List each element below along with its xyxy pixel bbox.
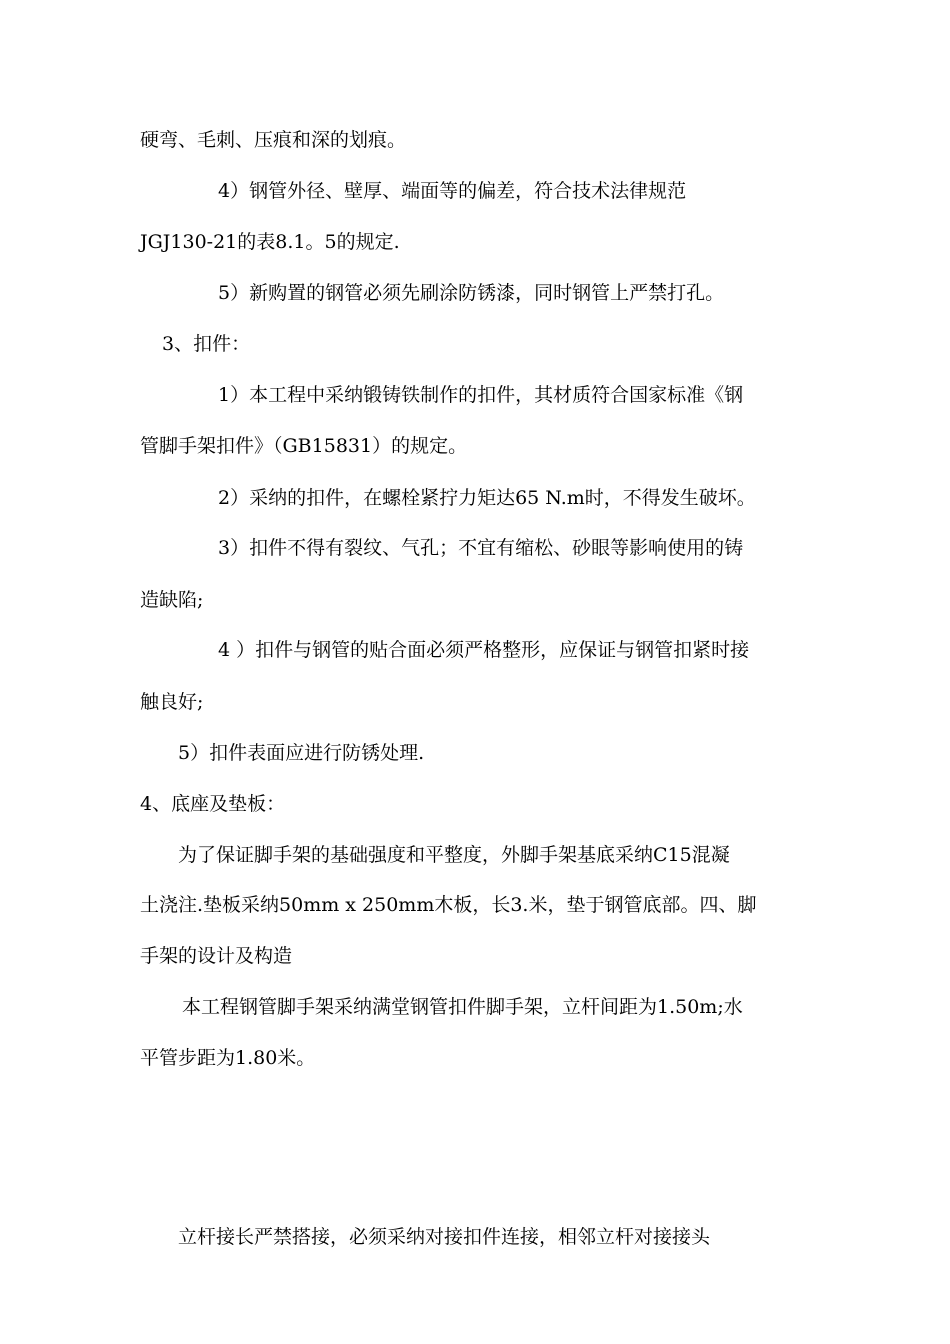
text-line: 触良好; <box>140 691 204 713</box>
section-heading: 3、扣件： <box>162 333 251 355</box>
text-line: 1）本工程中采纳锻铸铁制作的扣件，其材质符合国家标准《钢 <box>218 384 744 406</box>
text-line: 5）新购置的钢管必须先刷涂防锈漆，同时钢管上严禁打孔。 <box>218 282 725 304</box>
text-line: 土浇注.垫板采纳50mm x 250mm木板，长3.米，垫于钢管底部。四、脚 <box>140 894 757 916</box>
text-line-content: 4）钢管外径、壁厚、端面等的偏差，符合技术法律规范 <box>218 180 687 202</box>
text-line: 手架的设计及构造 <box>140 945 293 967</box>
text-line: 管脚手架扣件》（GB15831）的规定。 <box>140 435 468 457</box>
text-line: 平管步距为1.80米。 <box>140 1047 316 1069</box>
text-line <box>218 178 815 204</box>
text-line: 5）扣件表面应进行防锈处理. <box>178 742 425 764</box>
text-line: 2）采纳的扣件，在螺栓紧拧力矩达65 N.m时，不得发生破坏。 <box>218 487 756 509</box>
section-heading: 4、底座及垫板： <box>140 793 286 815</box>
text-line: 硬弯、毛刺、压痕和深的划痕。 <box>140 129 407 151</box>
text-line: 4 ）扣件与钢管的贴合面必须严格整形，应保证与钢管扣紧时接 <box>218 639 750 661</box>
text-line: 本工程钢管脚手架采纳满堂钢管扣件脚手架，立杆间距为1.50m;水 <box>182 996 743 1018</box>
text-line: 3）扣件不得有裂纹、气孔；不宜有缩松、砂眼等影响使用的铸 <box>218 537 744 559</box>
text-line: 造缺陷; <box>140 589 204 611</box>
text-line: 为了保证脚手架的基础强度和平整度，外脚手架基底采纳C15混凝 <box>178 844 730 866</box>
text-line: 立杆接长严禁搭接，必须采纳对接扣件连接，相邻立杆对接接头 <box>178 1226 711 1248</box>
text-line: JGJ130-21的表8.1。5的规定. <box>140 231 400 253</box>
